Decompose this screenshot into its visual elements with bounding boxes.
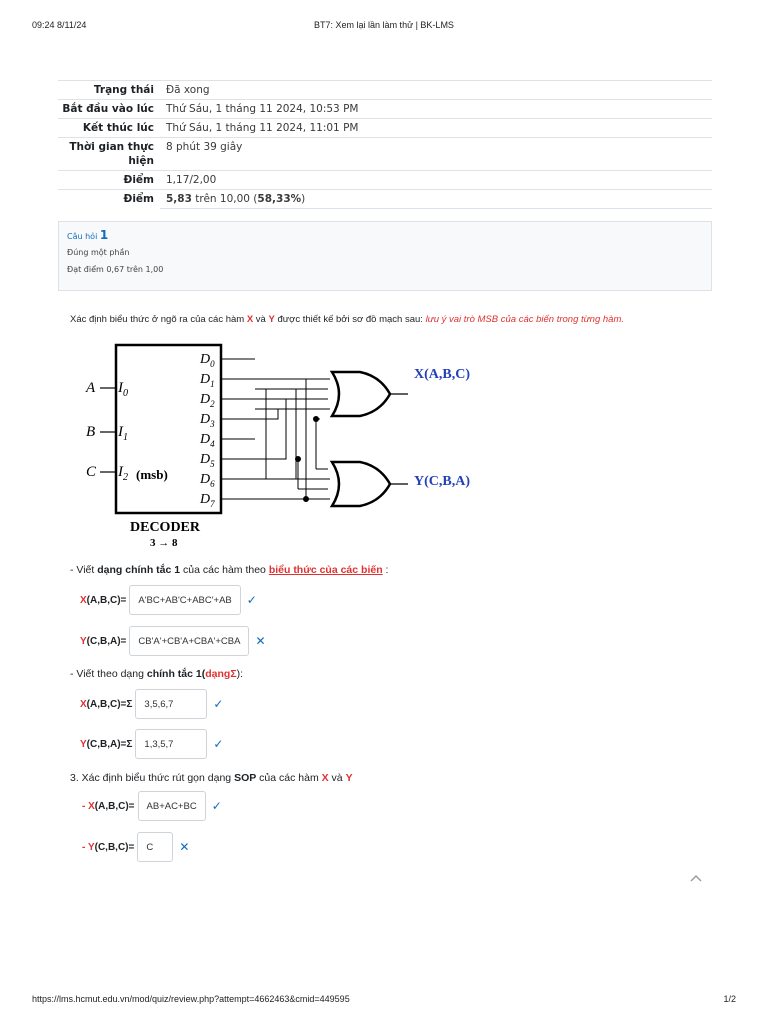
question-text	[70, 314, 730, 325]
answer-input[interactable]: AB+AC+BC	[138, 791, 206, 821]
output-pin-label: $D_4$	[200, 432, 215, 449]
cross-icon: ✕	[179, 840, 190, 854]
answer-input[interactable]: A'BC+AB'C+ABC'+AB	[129, 585, 240, 615]
decoder-subtitle: 3 → 8	[150, 537, 178, 549]
or-gate-y	[332, 462, 390, 506]
answer-fn: X	[88, 800, 95, 812]
junction-dot	[313, 416, 319, 422]
attempt-summary-table	[58, 80, 712, 209]
answer-label-text: (C,B,C)=	[94, 841, 135, 853]
output-pin-label: $D_7$	[200, 492, 215, 509]
answer-label-text: (A,B,C)=	[94, 800, 135, 812]
answer-row-2	[80, 626, 266, 656]
cross-icon: ✕	[255, 634, 266, 648]
qtext-and: và	[253, 314, 269, 325]
input-b-label: B	[86, 424, 96, 440]
answer-row-6	[82, 832, 189, 862]
decoder-circuit-diagram	[80, 340, 500, 552]
or-gate-x	[332, 372, 390, 416]
input-a-label: A	[86, 380, 96, 396]
wire	[255, 399, 286, 459]
junction-dot	[295, 456, 301, 462]
answer-label-text: (A,B,C)=Σ	[86, 698, 133, 710]
answer-prefix: -	[82, 800, 89, 812]
wire	[255, 389, 296, 479]
answer-fn: Y	[80, 635, 87, 647]
part1-end: :	[382, 564, 389, 576]
print-title: BT7: Xem lại lần làm thử | BK-LMS	[314, 20, 454, 30]
chevron-up-icon[interactable]	[688, 872, 704, 888]
summary-label: Điểm	[58, 190, 160, 209]
summary-value	[160, 190, 712, 209]
answer-fn: X	[80, 594, 87, 606]
answer-label	[82, 842, 134, 853]
qtext-x: X	[246, 314, 254, 325]
output-pin-label: $D_0$	[200, 352, 215, 369]
output-pin-label: $D_3$	[200, 412, 215, 429]
print-datetime: 09:24 8/11/24	[32, 20, 87, 30]
answer-input[interactable]: C	[137, 832, 173, 862]
answer-label-text: (C,B,A)=Σ	[86, 738, 133, 750]
summary-row	[58, 190, 712, 209]
part2-prefix: - Viết theo dạng	[70, 668, 147, 680]
question-info	[58, 221, 712, 291]
output-pin-label: $D_1$	[200, 372, 215, 389]
answer-input[interactable]: CB'A'+CB'A+CBA'+CBA	[129, 626, 249, 656]
qtext-hint: lưu ý vai trò MSB của các biến trong từng hàm.	[425, 314, 625, 325]
answer-row-1	[80, 585, 257, 615]
input-pin-i1: $I_1$	[118, 424, 128, 443]
summary-value: Thứ Sáu, 1 tháng 11 2024, 11:01 PM	[160, 119, 712, 138]
summary-row	[58, 81, 712, 100]
summary-row	[58, 119, 712, 138]
check-icon: ✓	[246, 593, 257, 607]
part1-bold: dạng chính tắc 1	[97, 564, 181, 576]
input-pin-i0: $I_0$	[118, 380, 128, 399]
score-mid: trên 10,00 (	[191, 193, 258, 205]
part2-instruction	[70, 668, 243, 680]
check-icon: ✓	[211, 799, 222, 813]
junction-dot	[303, 496, 309, 502]
part2-bold: chính tắc 1(	[146, 668, 206, 680]
question-number-label: Câu hỏi	[67, 232, 98, 241]
answer-row-5	[82, 791, 222, 821]
question-number-value: 1	[99, 228, 109, 242]
answer-prefix: -	[82, 841, 88, 853]
answer-input[interactable]: 3,5,6,7	[135, 689, 207, 719]
input-c-label: C	[86, 464, 97, 480]
input-pin-i2: $I_2$	[118, 464, 128, 483]
part3-and: và	[328, 772, 346, 784]
part3-instruction	[70, 772, 353, 784]
part2-red: dạngΣ	[205, 668, 237, 680]
summary-label: Thời gian thực hiện	[58, 138, 160, 171]
answer-label	[80, 739, 132, 750]
answer-label-text: (C,B,A)=	[86, 635, 127, 647]
answer-row-4	[80, 729, 223, 759]
score-end: )	[301, 193, 306, 205]
part1-prefix: - Viết	[70, 564, 98, 576]
answer-label	[82, 801, 135, 812]
wire-group	[255, 379, 330, 499]
summary-value: 1,17/2,00	[160, 171, 712, 190]
part1-link: biểu thức của các biến	[268, 564, 383, 576]
answer-label	[80, 636, 126, 647]
answer-fn: X	[80, 698, 87, 710]
summary-row	[58, 171, 712, 190]
output-pin-label: $D_2$	[200, 392, 215, 409]
qtext-y: Y	[268, 314, 275, 325]
question-number	[67, 228, 703, 242]
answer-fn: Y	[80, 738, 87, 750]
part3-x: X	[321, 772, 329, 784]
part1-mid: của các hàm theo	[180, 564, 269, 576]
msb-label: (msb)	[136, 467, 168, 482]
part1-instruction	[70, 564, 388, 576]
answer-label	[80, 595, 126, 606]
part3-y: Y	[345, 772, 353, 784]
answer-fn: Y	[87, 841, 95, 853]
qtext-pre: Xác định biểu thức ở ngõ ra của các hàm	[70, 314, 247, 325]
qtext-post: được thiết kế bởi sơ đồ mạch sau:	[274, 314, 426, 325]
part3-prefix: 3. Xác định biểu thức rút gọn dạng	[70, 772, 235, 784]
part3-mid: của các hàm	[256, 772, 322, 784]
summary-row	[58, 138, 712, 171]
question-grade: Đạt điểm 0,67 trên 1,00	[67, 265, 164, 274]
question-state: Đúng một phần	[67, 248, 130, 257]
output-x-label: X(A,B,C)	[414, 367, 470, 382]
summary-value: Đã xong	[160, 81, 712, 100]
output-y-label: Y(C,B,A)	[414, 474, 470, 489]
answer-label-text: (A,B,C)=	[86, 594, 127, 606]
summary-value: Thứ Sáu, 1 tháng 11 2024, 10:53 PM	[160, 100, 712, 119]
summary-label: Trạng thái	[58, 81, 160, 100]
decoder-box	[116, 345, 221, 513]
answer-input[interactable]: 1,3,5,7	[135, 729, 207, 759]
summary-label: Điểm	[58, 171, 160, 190]
part2-end: ):	[236, 668, 244, 680]
decoder-title: DECODER	[130, 520, 201, 535]
check-icon: ✓	[213, 737, 224, 751]
check-icon: ✓	[213, 697, 224, 711]
output-pin-label: $D_6$	[200, 472, 215, 489]
summary-label: Bắt đầu vào lúc	[58, 100, 160, 119]
score-bold: 5,83	[166, 193, 192, 205]
output-pin-label: $D_5$	[200, 452, 215, 469]
summary-value: 8 phút 39 giây	[160, 138, 712, 171]
print-url: https://lms.hcmut.edu.vn/mod/quiz/review.php?attempt=4662463&cmid=449595	[32, 994, 350, 1004]
score-percent: 58,33%	[257, 193, 302, 205]
summary-row	[58, 100, 712, 119]
answer-label	[80, 699, 132, 710]
answer-row-3	[80, 689, 223, 719]
summary-label: Kết thúc lúc	[58, 119, 160, 138]
part3-bold: SOP	[234, 772, 257, 784]
print-page: 1/2	[723, 994, 736, 1004]
